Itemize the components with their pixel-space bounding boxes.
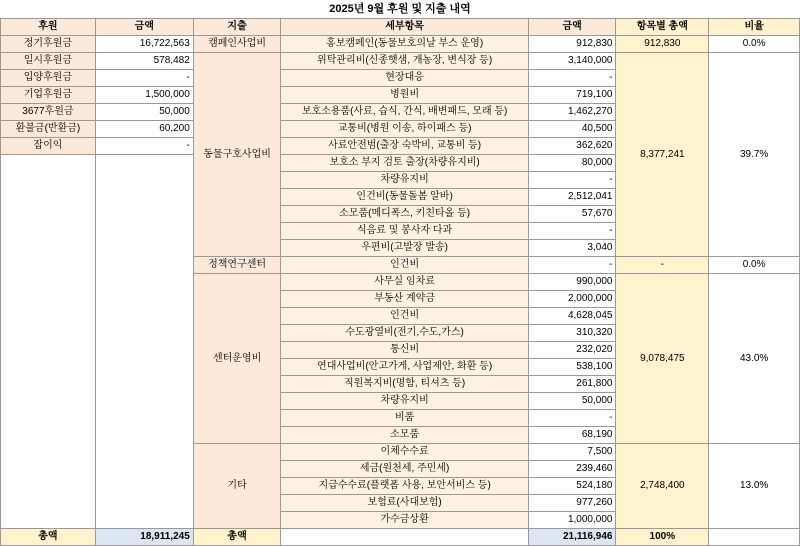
expense-subtotal-cell: 912,830 [616, 36, 709, 53]
expense-detail-cell: 보호소용품(사료, 습식, 간식, 배변패드, 모래 등) [281, 104, 528, 121]
expense-subtotal-cell: 2,748,400 [616, 444, 709, 529]
expense-ratio-cell: 13.0% [709, 444, 800, 529]
expense-detail-cell: 식음료 및 봉사자 다과 [281, 223, 528, 240]
expense-detail-cell: 소모품(메디폭스, 키친타올 등) [281, 206, 528, 223]
expense-detail-cell: 교통비(병원 이송, 하이패스 등) [281, 121, 528, 138]
expense-amount-cell: 80,000 [528, 155, 616, 172]
expense-detail-cell: 우편비(고발장 발송) [281, 240, 528, 257]
expense-ratio-cell: 0.0% [709, 257, 800, 274]
expense-detail-cell: 인건비(동물돌봄 알바) [281, 189, 528, 206]
title-table [0, 0, 800, 18]
header-row [1, 19, 800, 36]
expense-amount-cell: 57,670 [528, 206, 616, 223]
donation-category-cell: 입양후원금 [1, 70, 96, 87]
expense-category-cell: 동물구호사업비 [193, 53, 281, 257]
expense-amount-cell: - [528, 223, 616, 240]
expense-amount-cell: - [528, 257, 616, 274]
expense-amount-cell: 912,830 [528, 36, 616, 53]
expense-detail-cell: 수도광열비(전기,수도,가스) [281, 325, 528, 342]
table-row [1, 53, 800, 70]
donation-category-cell: 환불금(반환금) [1, 121, 96, 138]
expense-amount-cell: - [528, 70, 616, 87]
expense-detail-cell: 병원비 [281, 87, 528, 104]
expense-subtotal-cell: 9,078,475 [616, 274, 709, 444]
donation-total-label: 총액 [1, 529, 96, 546]
donation-amount-cell: - [95, 70, 193, 87]
expense-amount-cell: 239,460 [528, 461, 616, 478]
expense-detail-cell: 홍보캠페인(동물보호의날 부스 운영) [281, 36, 528, 53]
expense-amount-cell: 7,500 [528, 444, 616, 461]
expense-detail-cell: 인건비 [281, 308, 528, 325]
expense-amount-cell: 990,000 [528, 274, 616, 291]
expense-detail-cell: 부동산 계약금 [281, 291, 528, 308]
donation-category-cell: 잡이익 [1, 138, 96, 155]
expense-amount-cell: 3,040 [528, 240, 616, 257]
expense-amount-cell: 1,000,000 [528, 512, 616, 529]
donation-category-cell: 정기후원금 [1, 36, 96, 53]
total-row [1, 529, 800, 546]
expense-amount-cell: 50,000 [528, 393, 616, 410]
expense-ratio-cell: 39.7% [709, 53, 800, 257]
expense-amount-cell: 719,100 [528, 87, 616, 104]
donation-amount-cell: 578,482 [95, 53, 193, 70]
total-spacer [281, 529, 528, 546]
expense-amount-cell: 2,000,000 [528, 291, 616, 308]
donation-empty-cell [1, 155, 96, 529]
ledger-table [0, 18, 800, 546]
donation-empty-amount-cell [95, 155, 193, 529]
expense-detail-cell: 차량유지비 [281, 393, 528, 410]
expense-amount-cell: 3,140,000 [528, 53, 616, 70]
expense-amount-cell: 261,800 [528, 376, 616, 393]
expense-subtotal-cell: - [616, 257, 709, 274]
expense-detail-cell: 사료안전범(출장 숙박비, 교통비 등) [281, 138, 528, 155]
expense-amount-cell: - [528, 172, 616, 189]
donation-category-cell: 기업후원금 [1, 87, 96, 104]
expense-detail-cell: 직원복지비(명함, 티셔츠 등) [281, 376, 528, 393]
expense-total-ratio: 100% [616, 529, 709, 546]
expense-total-label: 총액 [193, 529, 281, 546]
expense-category-cell: 캠페인사업비 [193, 36, 281, 53]
donation-amount-cell: - [95, 138, 193, 155]
expense-total-amount: 21,116,946 [528, 529, 616, 546]
expense-amount-cell: 362,620 [528, 138, 616, 155]
expense-amount-cell: 40,500 [528, 121, 616, 138]
header-expense-amount: 금액 [528, 19, 616, 36]
expense-amount-cell: 310,320 [528, 325, 616, 342]
expense-amount-cell: 4,628,045 [528, 308, 616, 325]
total-spacer-2 [709, 529, 800, 546]
expense-detail-cell: 보험료(사대보험) [281, 495, 528, 512]
expense-detail-cell: 지급수수료(플랫폼 사용, 보안서비스 등) [281, 478, 528, 495]
expense-detail-cell: 이체수수료 [281, 444, 528, 461]
header-donation-amount: 금액 [95, 19, 193, 36]
header-expense-category: 지출 [193, 19, 281, 36]
expense-detail-cell: 차량유지비 [281, 172, 528, 189]
donation-total-amount: 18,911,245 [95, 529, 193, 546]
expense-amount-cell: 538,100 [528, 359, 616, 376]
expense-subtotal-cell: 8,377,241 [616, 53, 709, 257]
page-title: 2025년 9월 후원 및 지출 내역 [329, 3, 471, 15]
expense-detail-cell: 비품 [281, 410, 528, 427]
expense-amount-cell: 68,190 [528, 427, 616, 444]
donation-amount-cell: 60,200 [95, 121, 193, 138]
donation-amount-cell: 50,000 [95, 104, 193, 121]
expense-category-cell: 정책연구센터 [193, 257, 281, 274]
expense-amount-cell: 2,512,041 [528, 189, 616, 206]
expense-detail-cell: 가수금상환 [281, 512, 528, 529]
expense-ratio-cell: 0.0% [709, 36, 800, 53]
expense-detail-cell: 위탁관리비(신종햇샘, 개농장, 변식장 등) [281, 53, 528, 70]
expense-amount-cell: - [528, 410, 616, 427]
expense-category-cell: 기타 [193, 444, 281, 529]
header-donation-category: 후원 [1, 19, 96, 36]
table-row [1, 36, 800, 53]
title-row [0, 0, 800, 18]
expense-ratio-cell: 43.0% [709, 274, 800, 444]
expense-detail-cell: 소모품 [281, 427, 528, 444]
expense-amount-cell: 232,020 [528, 342, 616, 359]
header-expense-ratio: 비율 [709, 19, 800, 36]
expense-detail-cell: 보호소 부지 검토 출장(차량유지비) [281, 155, 528, 172]
expense-category-cell: 센터운영비 [193, 274, 281, 444]
expense-detail-cell: 사무실 임차료 [281, 274, 528, 291]
header-expense-subtotal: 항목별 총액 [616, 19, 709, 36]
donation-category-cell: 3677후원금 [1, 104, 96, 121]
donation-amount-cell: 1,500,000 [95, 87, 193, 104]
donation-amount-cell: 16,722,563 [95, 36, 193, 53]
expense-detail-cell: 현장대응 [281, 70, 528, 87]
donation-category-cell: 일시후원금 [1, 53, 96, 70]
expense-detail-cell: 인건비 [281, 257, 528, 274]
expense-detail-cell: 연대사업비(안고가게, 사업제안, 화환 등) [281, 359, 528, 376]
expense-detail-cell: 통신비 [281, 342, 528, 359]
expense-amount-cell: 1,462,270 [528, 104, 616, 121]
expense-amount-cell: 977,260 [528, 495, 616, 512]
expense-amount-cell: 524,180 [528, 478, 616, 495]
expense-detail-cell: 세금(원천세, 주민세) [281, 461, 528, 478]
header-expense-detail: 세부항목 [281, 19, 528, 36]
